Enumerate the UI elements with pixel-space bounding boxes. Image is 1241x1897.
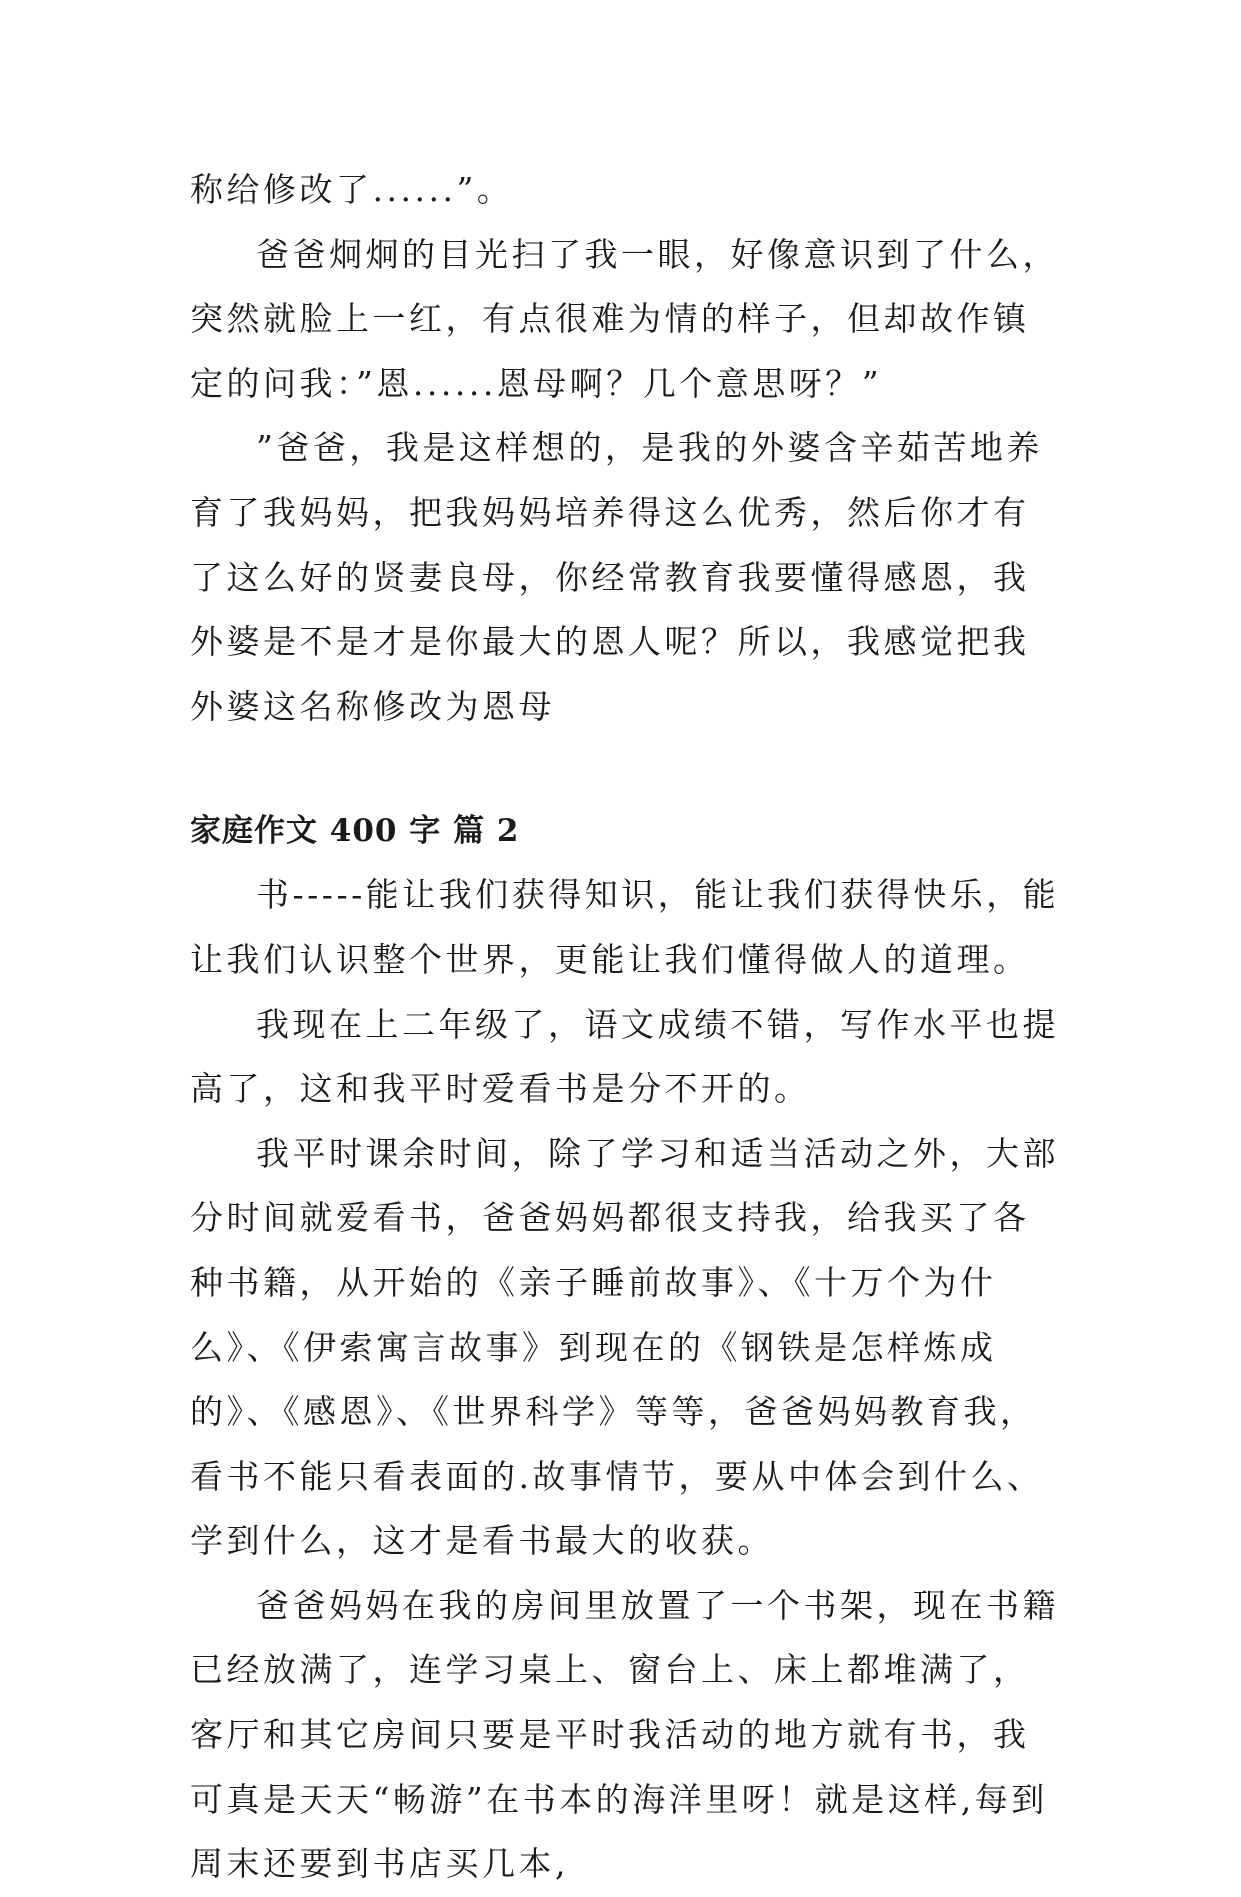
paragraph-explanation: ”爸爸，我是这样想的，是我的外婆含辛茹苦地养育了我妈妈，把我妈妈培养得这么优秀，然后你才有了这么好的贤妻良母，你经常教育我要懂得感恩，我外婆是不是才是你最大的恩人呢？所以，我感觉把我外婆这名称修改为恩母 (190, 428, 1043, 726)
paragraph-bookshelf: 爸爸妈妈在我的房间里放置了一个书架，现在书籍已经放满了，连学习桌上、窗台上、床上都堆满了，客厅和其它房间只要是平时我活动的地方就有书，我可真是天天“畅游”在书本的海洋里呀！就是这样,每到周末还要到书店买几本, (190, 1585, 1059, 1884)
paragraph-continuation: 称给修改了......”。 (190, 170, 514, 209)
paragraph-reading-habit: 我平时课余时间，除了学习和适当活动之外，大部分时间就爱看书，爸爸妈妈都很支持我，给我买了各种书籍，从开始的《亲子睡前故事》、《十万个为什么》、《伊索寓言故事》到现在的《钢铁是怎样炼成的》、《感恩》、《世界科学》等等，爸爸妈妈教育我，看书不能只看表面的.故事情节，要从中体会到什么、学到什么，这才是看书最大的收获。 (190, 1133, 1059, 1561)
paragraph-grade: 我现在上二年级了，语文成绩不错，写作水平也提高了，这和我平时爱看书是分不开的。 (190, 1004, 1059, 1109)
paragraph-dad-reaction: 爸爸炯炯的目光扫了我一眼，好像意识到了什么，突然就脸上一红，有点很难为情的样子，但却故作镇定的问我：”恩......恩母啊？几个意思呀？” (190, 234, 1059, 403)
document-body (190, 158, 1065, 1897)
section-heading: 家庭作文 400 字 篇 2 (190, 813, 520, 850)
paragraph-book-intro: 书-----能让我们获得知识，能让我们获得快乐，能让我们认识整个世界，更能让我们懂得做人的道理。 (190, 875, 1060, 979)
